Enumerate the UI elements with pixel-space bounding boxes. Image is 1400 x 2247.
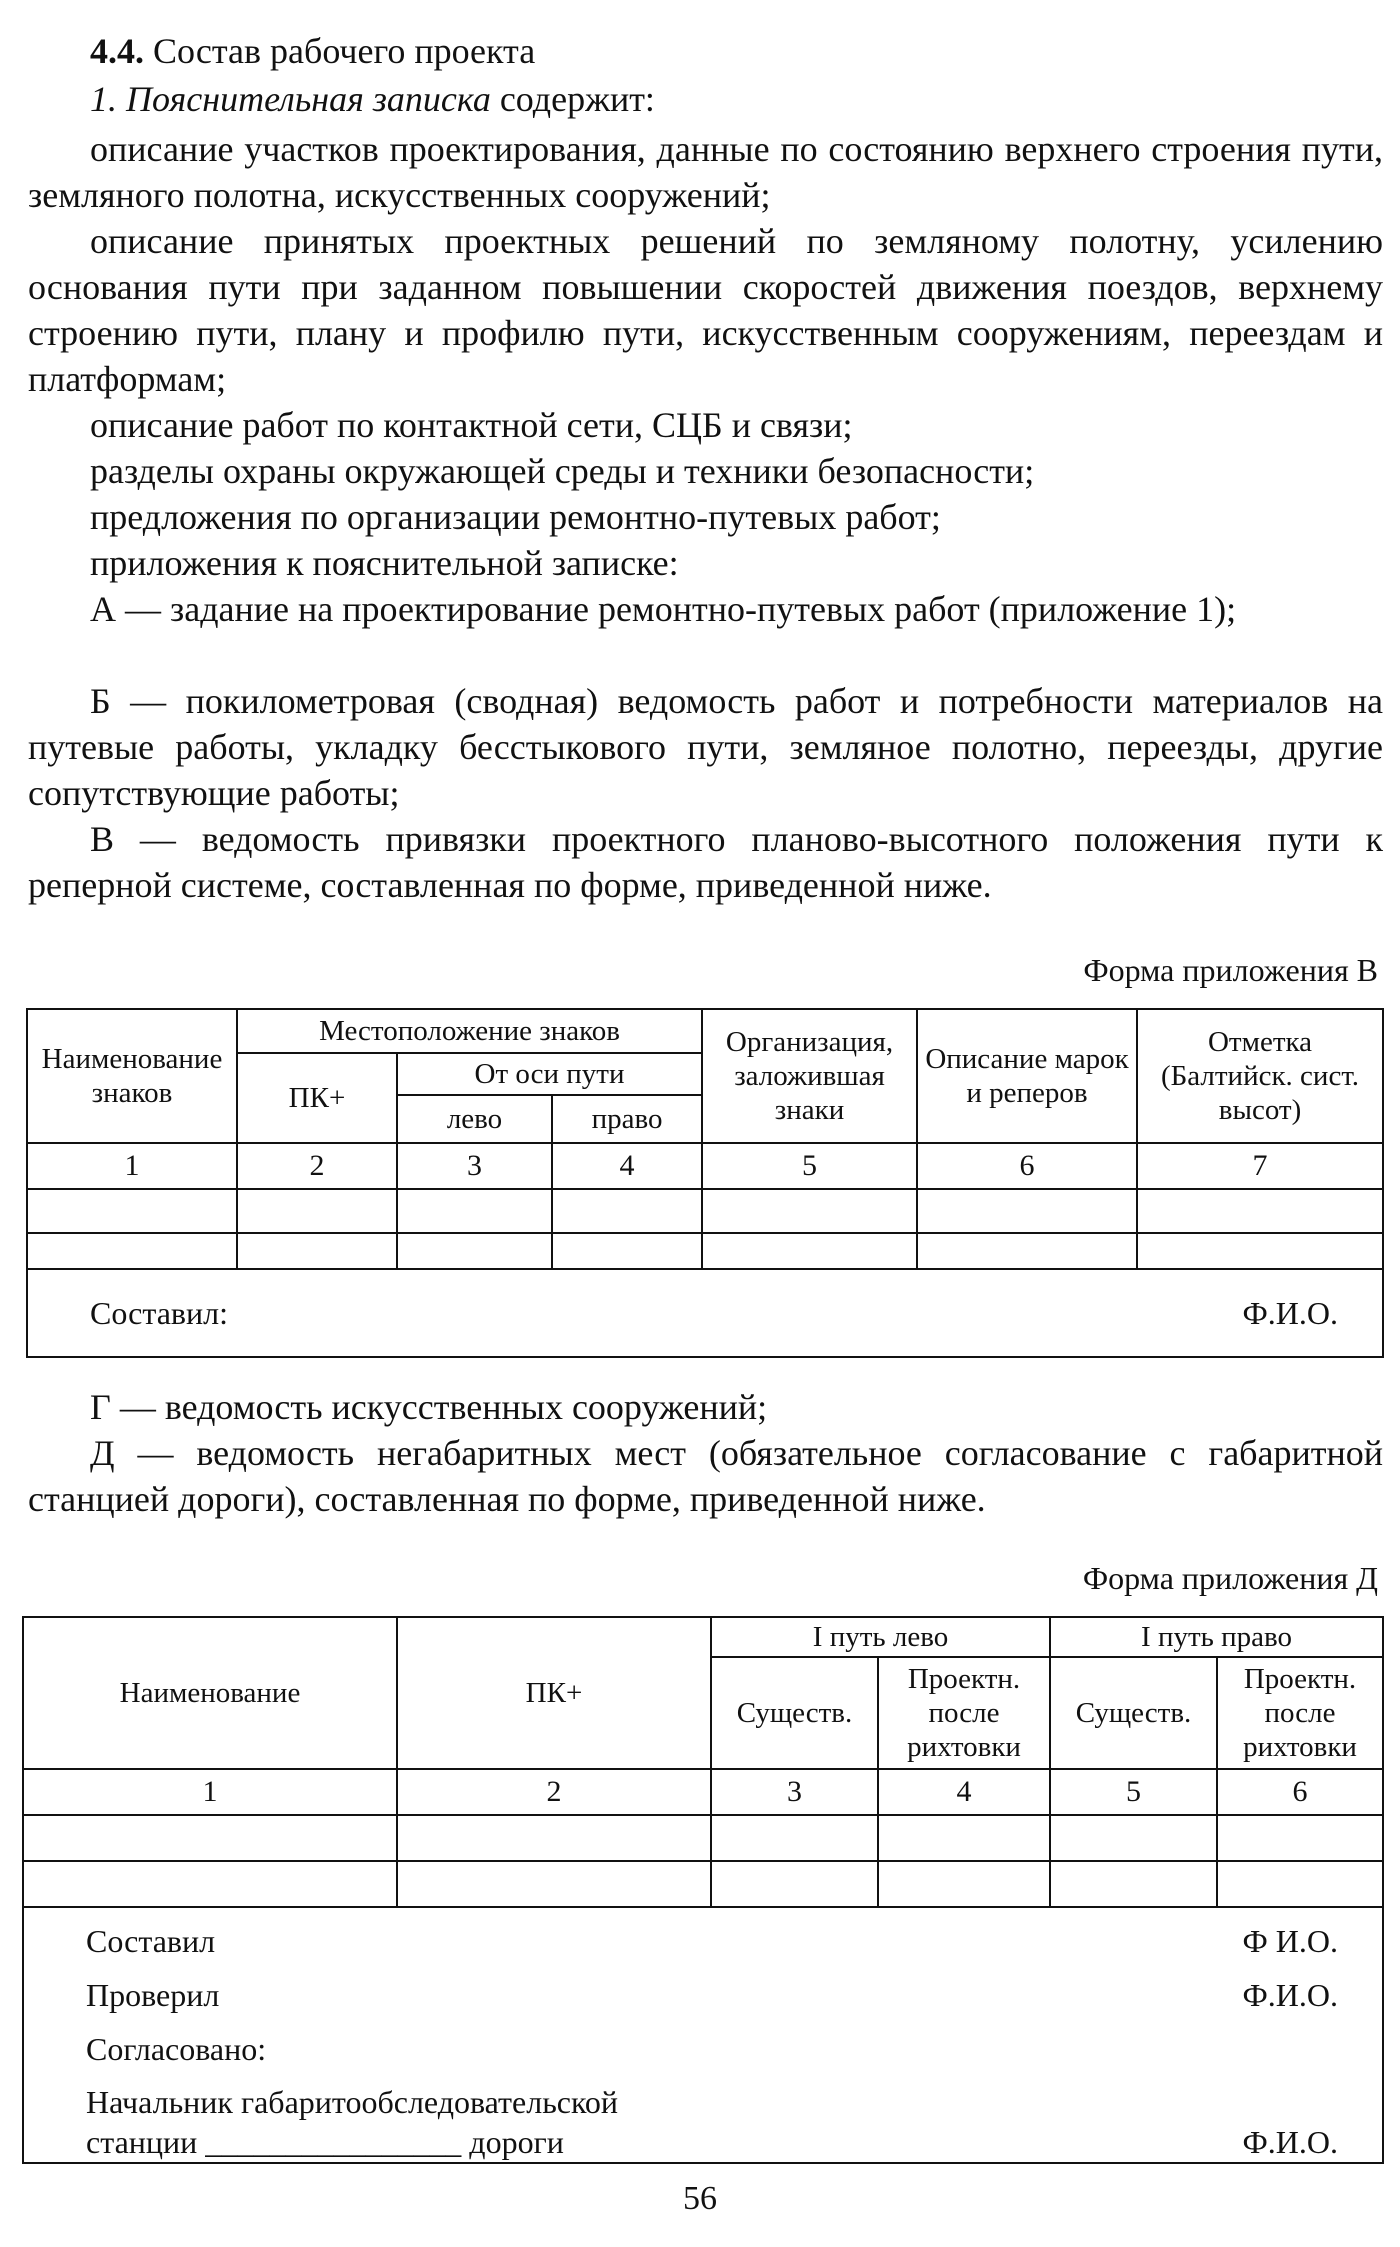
compiled-label: Составил: bbox=[90, 1295, 229, 1331]
header-pk: ПК+ bbox=[237, 1053, 397, 1143]
compiled-fio: Ф И.О. bbox=[1242, 1923, 1339, 1959]
paragraph: описание работ по контактной сети, СЦБ и связи; bbox=[90, 405, 853, 445]
header-projected: Проектн. после рихтовки bbox=[878, 1657, 1050, 1769]
paragraph: предложения по организации ремонтно-путевых работ; bbox=[90, 497, 941, 537]
agreed-label: Согласовано: bbox=[86, 2031, 267, 2067]
checked-label: Проверил bbox=[86, 1977, 220, 2013]
section-title: Состав рабочего проекта bbox=[153, 31, 536, 71]
paragraph: Г — ведомость искусственных сооружений; bbox=[90, 1387, 768, 1427]
header-name: Наименование bbox=[23, 1617, 397, 1769]
column-number: 1 bbox=[23, 1769, 397, 1815]
column-number: 3 bbox=[397, 1143, 552, 1189]
header-projected: Проектн. после рихтовки bbox=[1217, 1657, 1383, 1769]
column-number: 3 bbox=[711, 1769, 878, 1815]
column-number: 4 bbox=[878, 1769, 1050, 1815]
compiled-label: Составил bbox=[86, 1923, 216, 1959]
column-number: 5 bbox=[1050, 1769, 1217, 1815]
form-v-label: Форма приложения В bbox=[1083, 952, 1378, 988]
header-track-right: I путь право bbox=[1050, 1617, 1383, 1657]
paragraph: описание принятых проектных решений по земляному полотну, усилению основания пути при заданном повышении скоростей движения поездов, верхнему строению пути, плану и профилю пути, искусственным сооружениям, переездам и платформам; bbox=[28, 221, 1383, 399]
header-track-left: I путь лево bbox=[711, 1617, 1050, 1657]
header-existing: Существ. bbox=[711, 1657, 878, 1769]
chief-line-2 bbox=[86, 2122, 564, 2162]
column-number: 1 bbox=[27, 1143, 237, 1189]
chief-station-label: станции bbox=[86, 2124, 198, 2160]
form-d-label: Форма приложения Д bbox=[1082, 1560, 1378, 1596]
header-left: лево bbox=[397, 1095, 552, 1143]
header-organization: Организация, заложившая знаки bbox=[702, 1009, 917, 1143]
table-row bbox=[27, 1189, 1383, 1233]
chief-fio: Ф.И.О. bbox=[1242, 2124, 1339, 2160]
form-v-signature bbox=[27, 1269, 1383, 1357]
column-number: 6 bbox=[917, 1143, 1137, 1189]
header-pk: ПК+ bbox=[397, 1617, 711, 1769]
paragraph: В — ведомость привязки проектного планово-высотного положения пути к реперной системе, составленная по форме, приведенной ниже. bbox=[28, 819, 1383, 905]
intro-rest: содержит: bbox=[490, 79, 655, 119]
header-elevation: Отметка (Балтийск. сист. высот) bbox=[1137, 1009, 1383, 1143]
column-number: 7 bbox=[1137, 1143, 1383, 1189]
form-v-table bbox=[26, 1008, 1384, 1358]
compiled-fio: Ф.И.О. bbox=[1242, 1295, 1339, 1331]
table-row bbox=[23, 1815, 1383, 1861]
page-number: 56 bbox=[683, 2180, 717, 2217]
table-row bbox=[27, 1233, 1383, 1269]
section-number: 4.4. bbox=[90, 31, 144, 71]
section-heading bbox=[90, 30, 535, 72]
paragraph: Б — покилометровая (сводная) ведомость работ и потребности материалов на путевые работы, укладку бесстыкового пути, земляное полотно, переезды, другие сопутствующие работы; bbox=[28, 681, 1383, 813]
header-description: Описание марок и реперов bbox=[917, 1009, 1137, 1143]
header-right: право bbox=[552, 1095, 702, 1143]
paragraph: А — задание на проектирование ремонтно-путевых работ (приложение 1); bbox=[90, 589, 1237, 629]
column-number: 5 bbox=[702, 1143, 917, 1189]
intro-line bbox=[90, 78, 655, 120]
paragraph: разделы охраны окружающей среды и техники безопасности; bbox=[90, 451, 1035, 491]
header-location: Местоположение знаков bbox=[237, 1009, 702, 1053]
column-number: 2 bbox=[397, 1769, 711, 1815]
chief-line-1: Начальник габаритообследовательской bbox=[86, 2084, 619, 2120]
chief-blank-line: ________________ bbox=[205, 2124, 462, 2160]
column-number: 6 bbox=[1217, 1769, 1383, 1815]
checked-fio: Ф.И.О. bbox=[1242, 1977, 1339, 2013]
header-from-axis: От оси пути bbox=[397, 1053, 702, 1095]
column-number: 4 bbox=[552, 1143, 702, 1189]
header-existing: Существ. bbox=[1050, 1657, 1217, 1769]
header-name: Наименование знаков bbox=[27, 1009, 237, 1143]
paragraph: описание участков проектирования, данные по состоянию верхнего строения пути, земляного полотна, искусственных сооружений; bbox=[28, 129, 1383, 215]
paragraph: приложения к пояснительной записке: bbox=[90, 543, 679, 583]
chief-road-label: дороги bbox=[469, 2124, 564, 2160]
column-number: 2 bbox=[237, 1143, 397, 1189]
form-d-table bbox=[22, 1616, 1384, 2164]
intro-italic: 1. Пояснительная записка bbox=[90, 79, 491, 119]
table-row bbox=[23, 1861, 1383, 1907]
paragraph: Д — ведомость негабаритных мест (обязательное согласование с габаритной станцией дороги), составленная по форме, приведенной ниже. bbox=[28, 1433, 1383, 1519]
form-d-signatures bbox=[23, 1907, 1383, 2163]
